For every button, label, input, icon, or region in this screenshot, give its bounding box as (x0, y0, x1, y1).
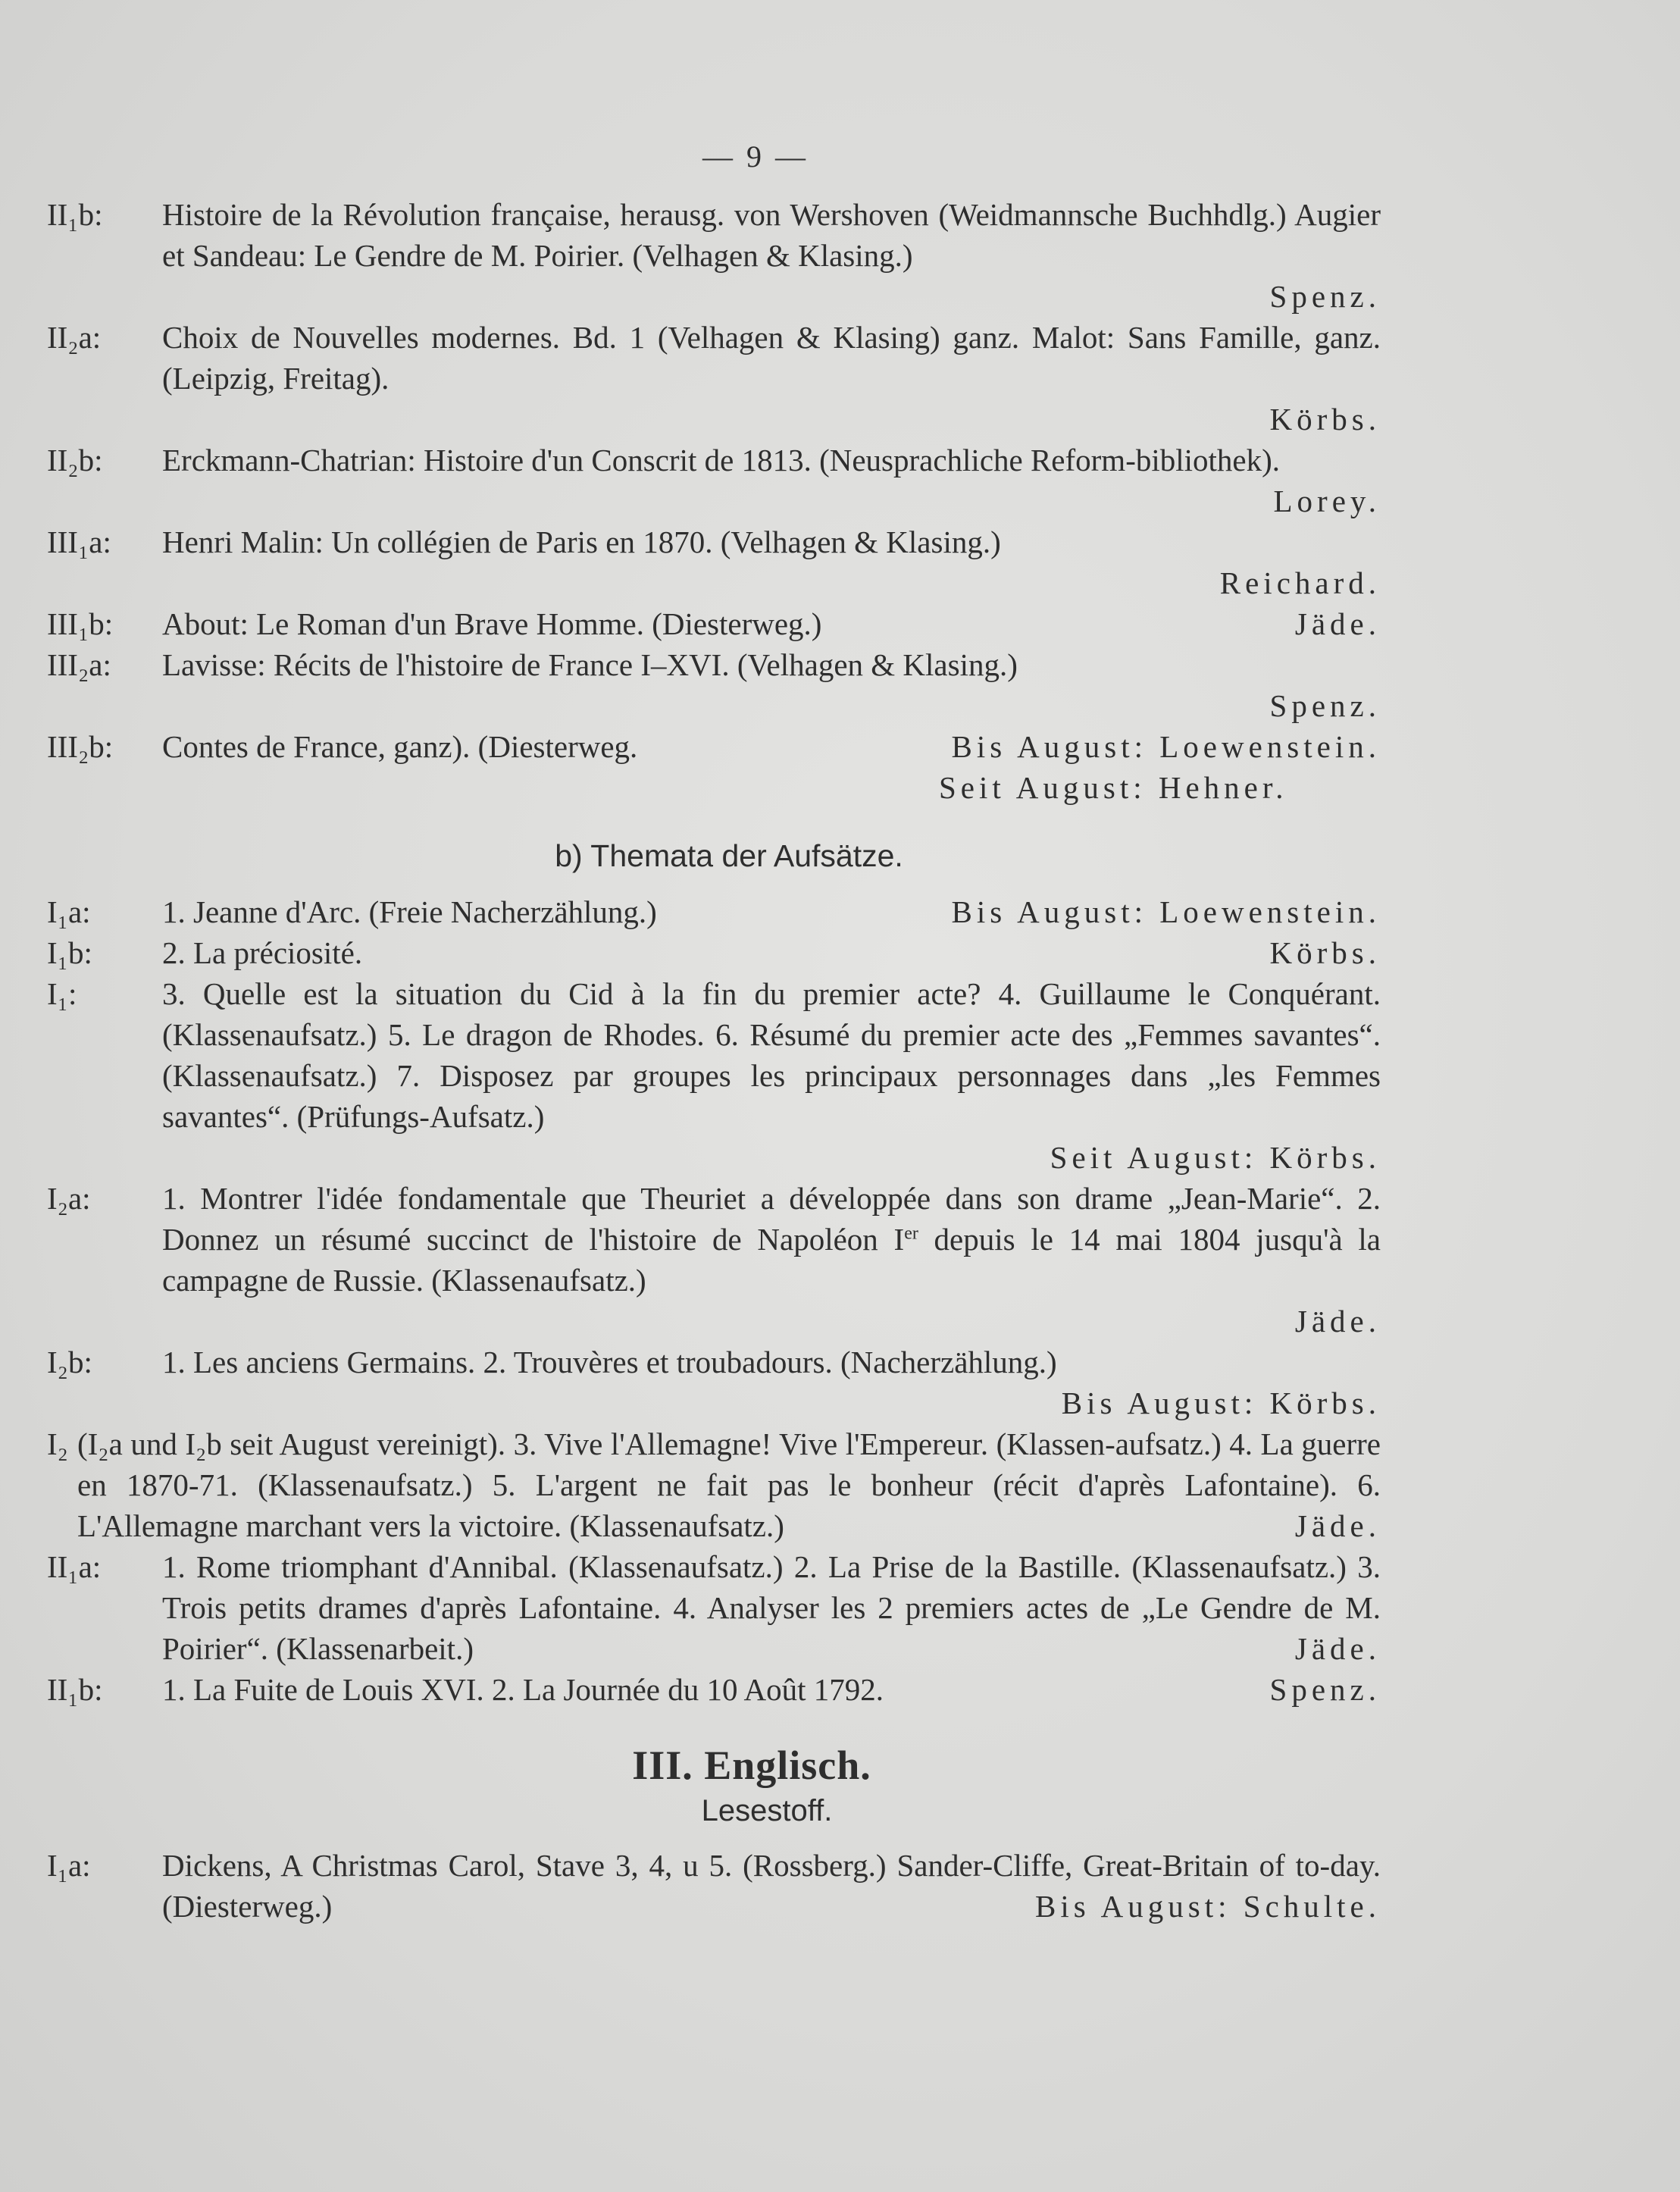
entry-text: Histoire de la Révolution française, herausg. von Wershoven (Weidmannsche Buchhdlg.) Augier et Sandeau: Le Gendre de M. Poirier. (Velhagen & Klasing.) (162, 197, 1381, 273)
teacher-name: Jäde. (1294, 1631, 1381, 1666)
class-label: III₁a: (47, 525, 111, 559)
entry-text: 2. La préciosité. (162, 935, 363, 970)
list-item (47, 1669, 1381, 1710)
entry-text: 1. La Fuite de Louis XVI. 2. La Journée du 10 Août 1792. (162, 1672, 884, 1707)
entry-text: Contes de France, ganz). (Diesterweg. (162, 729, 638, 764)
teacher-name: Jäde. (1294, 1304, 1381, 1339)
list-item (47, 1845, 1381, 1927)
list-item (47, 603, 1381, 644)
teacher-name: Lorey. (1273, 484, 1381, 518)
teacher-name: Seit August: Hehner. (939, 770, 1288, 805)
entry-text: 3. Quelle est la situation du Cid à la fin du premier acte? 4. Guillaume le Conquérant. (Klassenaufsatz.) 5. Le dragon de Rhodes. 6. Résumé du premier acte des „Femmes savantes“. (Klassenaufsatz.) 7. Disposez par groupes les principaux personnages dans „les Femmes savantes“. (Prüfungs-Aufsatz.) (162, 976, 1381, 1134)
class-label: II₂a: (47, 320, 102, 355)
teacher-name: Bis August: Loewenstein. (951, 729, 1381, 764)
section-heading: b) Themata der Aufsätze. (555, 838, 903, 873)
teacher-name: Spenz. (1269, 1672, 1381, 1707)
entry-text: depuis le 14 mai 1804 jusqu'à la campagne de Russie. (Klassenaufsatz.) (162, 1222, 1381, 1298)
class-label: I₁a: (47, 1848, 91, 1883)
entry-text: Henri Malin: Un collégien de Paris en 1870. (Velhagen & Klasing.) (162, 525, 1001, 559)
superscript: er (904, 1223, 918, 1244)
subsection-heading: Lesestoff. (701, 1794, 833, 1827)
list-item (47, 1342, 1381, 1423)
list-item (47, 1178, 1381, 1342)
page-content (47, 136, 1381, 1927)
section-heading: III. Englisch. (632, 1743, 871, 1788)
class-label: I₁b: (47, 935, 92, 970)
class-label: I₂b: (47, 1345, 92, 1379)
list-item (47, 521, 1381, 603)
entry-text: 1. Les anciens Germains. 2. Trouvères et troubadours. (Nacherzählung.) (162, 1345, 1057, 1379)
teacher-name: Reichard. (1219, 565, 1381, 600)
entry-text: 1. Jeanne d'Arc. (Freie Nacherzählung.) (162, 894, 657, 929)
list-item (47, 973, 1381, 1178)
entry-text: Dickens, A Christmas Carol, Stave 3, 4, u 5. (Rossberg.) Sander-Cliffe, Great-Britain of to-day. (Diesterweg.) (162, 1848, 1381, 1924)
list-item (47, 1546, 1381, 1669)
teacher-name: Körbs. (1269, 402, 1381, 437)
list-item (47, 440, 1381, 521)
teacher-name: Seit August: Körbs. (1050, 1140, 1381, 1175)
list-item (47, 932, 1381, 973)
class-label: II₁a: (47, 1549, 102, 1584)
entry-text: 1. Rome triomphant d'Annibal. (Klassenaufsatz.) 2. La Prise de la Bastille. (Klassenaufsatz.) 3. Trois petits drames d'après Lafontaine. 4. Analyser les 2 premiers actes de „Le Gendre de M. Poirier“. (Klassenarbeit.) (162, 1549, 1381, 1666)
class-label: I₁: (47, 976, 77, 1011)
teacher-name: Bis August: Körbs. (1061, 1386, 1381, 1420)
list-item (47, 194, 1381, 317)
entry-text: Lavisse: Récits de l'histoire de France I–XVI. (Velhagen & Klasing.) (162, 647, 1018, 682)
class-label: I₁a: (47, 894, 91, 929)
entry-text: 1. Montrer l'idée fondamentale que Theuriet a développée dans son drame „Jean-Marie“. 2. Donnez un résumé succinct de l'histoire de Napoléon I (162, 1181, 1381, 1257)
class-label: II₁b: (47, 1672, 103, 1707)
class-label: II₁b: (47, 197, 103, 232)
teacher-name: Bis August: Schulte. (1034, 1889, 1381, 1924)
class-label: III₁b: (47, 606, 114, 641)
list-item (47, 726, 1381, 808)
teacher-name: Bis August: Loewenstein. (951, 894, 1381, 929)
list-item (47, 317, 1381, 440)
teacher-name: Spenz. (1269, 279, 1381, 314)
page-number: — 9 — (702, 139, 809, 174)
entry-text: Erckmann-Chatrian: Histoire d'un Conscrit de 1813. (Neusprachliche Reform-bibliothek). (162, 443, 1281, 478)
teacher-name: Jäde. (1294, 1508, 1381, 1543)
class-label: I₂a: (47, 1181, 91, 1216)
entry-text: (I₂a und I₂b seit August vereinigt). 3. Vive l'Allemagne! Vive l'Empereur. (Klassen-aufsatz.) 4. La guerre en 1870-71. (Klassenaufsatz.) 5. L'argent ne fait pas le bonheur (récit d'après Lafontaine). 6. L'Allemagne marchant vers la victoire. (Klassenaufsatz.) (77, 1426, 1381, 1543)
class-label: III₂a: (47, 647, 111, 682)
entry-text: Choix de Nouvelles modernes. Bd. 1 (Velhagen & Klasing) ganz. Malot: Sans Famille, ganz. (Leipzig, Freitag). (162, 320, 1381, 396)
list-item (47, 1423, 1381, 1546)
class-label: II₂b: (47, 443, 103, 478)
list-item (47, 891, 1381, 932)
class-label: I₂ (47, 1426, 68, 1461)
teacher-name: Jäde. (1294, 606, 1381, 641)
list-item (47, 644, 1381, 726)
teacher-name: Spenz. (1269, 688, 1381, 723)
class-label: III₂b: (47, 729, 114, 764)
entry-text: About: Le Roman d'un Brave Homme. (Diesterweg.) (162, 606, 822, 641)
teacher-name: Körbs. (1269, 935, 1381, 970)
